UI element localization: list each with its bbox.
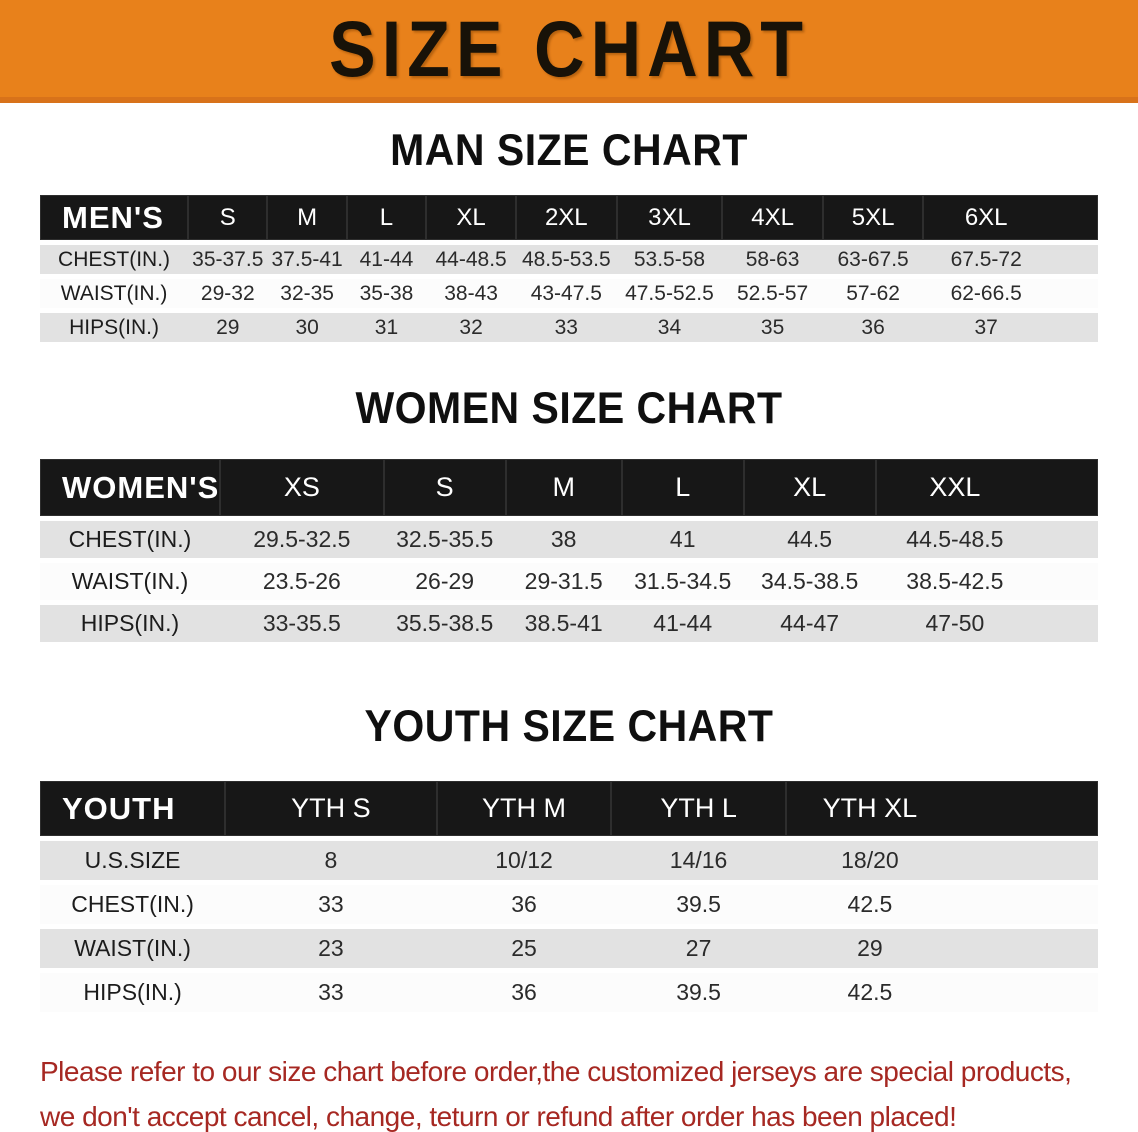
- table-row: [40, 841, 1098, 880]
- measurement-value: 25: [437, 929, 612, 968]
- youth-section: [0, 703, 1138, 1017]
- measurement-value: 41-44: [622, 605, 744, 642]
- measurement-value: 39.5: [611, 885, 786, 924]
- measurement-value: 14/16: [611, 841, 786, 880]
- table-row: [40, 973, 1098, 1012]
- size-column-header: XS: [220, 459, 384, 516]
- measurement-value: 29.5-32.5: [220, 521, 384, 558]
- measurement-value: 38-43: [426, 279, 516, 308]
- size-column-header: 5XL: [823, 195, 924, 240]
- measurement-value: 26-29: [384, 563, 506, 600]
- row-label: CHEST(IN.): [40, 885, 225, 924]
- measurement-value: 33-35.5: [220, 605, 384, 642]
- row-label: U.S.SIZE: [40, 841, 225, 880]
- row-label: CHEST(IN.): [40, 521, 220, 558]
- size-column-header: S: [188, 195, 267, 240]
- size-column-header: 4XL: [722, 195, 823, 240]
- table-header-row: [40, 459, 1098, 516]
- table-row: [40, 885, 1098, 924]
- table-row: [40, 605, 1098, 642]
- measurement-value: 34.5-38.5: [744, 563, 876, 600]
- banner-title: SIZE CHART: [329, 4, 809, 93]
- measurement-value: 23: [225, 929, 437, 968]
- measurement-value: 30: [267, 313, 346, 342]
- measurement-value: 35-37.5: [188, 245, 267, 274]
- measurement-value: 67.5-72: [923, 245, 1098, 274]
- measurement-value: 36: [823, 313, 924, 342]
- row-label: WAIST(IN.): [40, 279, 188, 308]
- measurement-value: 41-44: [347, 245, 426, 274]
- table-row: [40, 929, 1098, 968]
- disclaimer: [40, 1049, 1138, 1132]
- size-column-header: M: [267, 195, 346, 240]
- size-column-header: YTH L: [611, 781, 786, 836]
- measurement-value: 53.5-58: [617, 245, 723, 274]
- measurement-value: 33: [516, 313, 617, 342]
- row-label: CHEST(IN.): [40, 245, 188, 274]
- measurement-value: 32: [426, 313, 516, 342]
- size-column-header: M: [506, 459, 622, 516]
- measurement-value: 34: [617, 313, 723, 342]
- women-size-table: [40, 454, 1098, 647]
- disclaimer-line-2: we don't accept cancel, change, teturn or refund after order has been placed!: [40, 1101, 957, 1132]
- women-section: [0, 385, 1138, 647]
- men-section-title: MAN SIZE CHART: [390, 125, 748, 175]
- size-column-header: XXL: [876, 459, 1098, 516]
- measurement-value: 33: [225, 885, 437, 924]
- size-column-header: L: [622, 459, 744, 516]
- measurement-value: 42.5: [786, 973, 1098, 1012]
- table-header-row: [40, 781, 1098, 836]
- measurement-value: 48.5-53.5: [516, 245, 617, 274]
- size-column-header: 3XL: [617, 195, 723, 240]
- measurement-value: 44-48.5: [426, 245, 516, 274]
- measurement-value: 38.5-41: [506, 605, 622, 642]
- measurement-value: 44.5: [744, 521, 876, 558]
- measurement-value: 47.5-52.5: [617, 279, 723, 308]
- table-row: [40, 279, 1098, 308]
- measurement-value: 35-38: [347, 279, 426, 308]
- youth-size-table: [40, 776, 1098, 1017]
- measurement-value: 38.5-42.5: [876, 563, 1098, 600]
- table-row: [40, 313, 1098, 342]
- row-label: WAIST(IN.): [40, 929, 225, 968]
- measurement-value: 33: [225, 973, 437, 1012]
- women-section-title: WOMEN SIZE CHART: [355, 383, 783, 433]
- measurement-value: 8: [225, 841, 437, 880]
- measurement-value: 52.5-57: [722, 279, 823, 308]
- measurement-value: 18/20: [786, 841, 1098, 880]
- row-label: WAIST(IN.): [40, 563, 220, 600]
- measurement-value: 58-63: [722, 245, 823, 274]
- measurement-value: 35: [722, 313, 823, 342]
- measurement-value: 32.5-35.5: [384, 521, 506, 558]
- measurement-value: 41: [622, 521, 744, 558]
- table-row: [40, 245, 1098, 274]
- size-column-header: S: [384, 459, 506, 516]
- measurement-value: 63-67.5: [823, 245, 924, 274]
- measurement-value: 38: [506, 521, 622, 558]
- measurement-value: 37: [923, 313, 1098, 342]
- youth-section-title: YOUTH SIZE CHART: [364, 701, 774, 751]
- row-label: HIPS(IN.): [40, 605, 220, 642]
- table-row: [40, 563, 1098, 600]
- measurement-value: 43-47.5: [516, 279, 617, 308]
- measurement-value: 36: [437, 885, 612, 924]
- measurement-value: 42.5: [786, 885, 1098, 924]
- measurement-value: 23.5-26: [220, 563, 384, 600]
- size-column-header: 6XL: [923, 195, 1098, 240]
- size-column-header: L: [347, 195, 426, 240]
- size-column-header: YTH M: [437, 781, 612, 836]
- table-title-cell: WOMEN'S: [40, 459, 220, 516]
- measurement-value: 29-32: [188, 279, 267, 308]
- size-column-header: YTH XL: [786, 781, 1098, 836]
- measurement-value: 31: [347, 313, 426, 342]
- table-row: [40, 521, 1098, 558]
- measurement-value: 39.5: [611, 973, 786, 1012]
- measurement-value: 29-31.5: [506, 563, 622, 600]
- row-label: HIPS(IN.): [40, 313, 188, 342]
- size-column-header: YTH S: [225, 781, 437, 836]
- disclaimer-line-1: Please refer to our size chart before order,the customized jerseys are special products,: [40, 1056, 1072, 1087]
- measurement-value: 29: [188, 313, 267, 342]
- measurement-value: 10/12: [437, 841, 612, 880]
- measurement-value: 31.5-34.5: [622, 563, 744, 600]
- measurement-value: 29: [786, 929, 1098, 968]
- size-column-header: XL: [426, 195, 516, 240]
- table-title-cell: MEN'S: [40, 195, 188, 240]
- measurement-value: 44.5-48.5: [876, 521, 1098, 558]
- size-column-header: XL: [744, 459, 876, 516]
- measurement-value: 27: [611, 929, 786, 968]
- table-title-cell: YOUTH: [40, 781, 225, 836]
- measurement-value: 32-35: [267, 279, 346, 308]
- measurement-value: 37.5-41: [267, 245, 346, 274]
- row-label: HIPS(IN.): [40, 973, 225, 1012]
- size-column-header: 2XL: [516, 195, 617, 240]
- measurement-value: 36: [437, 973, 612, 1012]
- measurement-value: 62-66.5: [923, 279, 1098, 308]
- measurement-value: 44-47: [744, 605, 876, 642]
- measurement-value: 47-50: [876, 605, 1098, 642]
- measurement-value: 35.5-38.5: [384, 605, 506, 642]
- banner: [0, 0, 1138, 103]
- measurement-value: 57-62: [823, 279, 924, 308]
- men-size-table: [40, 190, 1098, 347]
- table-header-row: [40, 195, 1098, 240]
- men-section: [0, 127, 1138, 347]
